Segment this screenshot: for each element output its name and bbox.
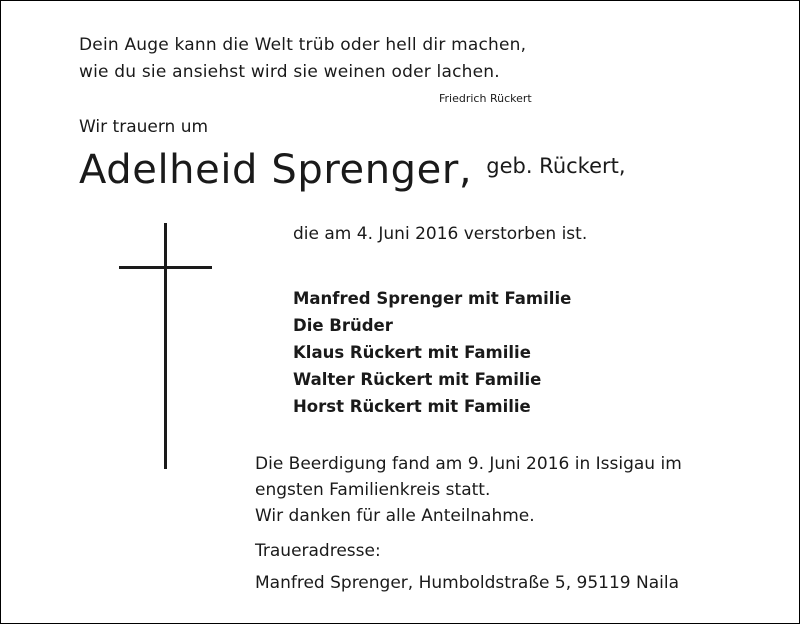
intro-text: Wir trauern um: [79, 117, 209, 137]
mourner-item: Klaus Rückert mit Familie: [293, 343, 531, 362]
deceased-name: Adelheid Sprenger,: [79, 147, 473, 193]
funeral-line-2: engsten Familienkreis statt.: [255, 480, 491, 500]
cross-icon-bar: [119, 266, 212, 269]
mourner-item: Walter Rückert mit Familie: [293, 370, 542, 389]
address-value: Manfred Sprenger, Humboldstraße 5, 95119 Naila: [255, 573, 680, 593]
mourner-item: Manfred Sprenger mit Familie: [293, 289, 572, 308]
quote-line-1: Dein Auge kann die Welt trüb oder hell dir machen,: [79, 35, 527, 55]
death-notice: die am 4. Juni 2016 verstorben ist.: [293, 224, 588, 244]
quote-author: Friedrich Rückert: [439, 92, 532, 105]
funeral-line-1: Die Beerdigung fand am 9. Juni 2016 in Issigau im: [255, 454, 682, 474]
mourner-item: Horst Rückert mit Familie: [293, 397, 531, 416]
deceased-name-row: [79, 147, 626, 193]
cross-icon: [164, 223, 167, 469]
funeral-info: [255, 451, 682, 529]
quote-line-2: wie du sie ansiehst wird sie weinen oder lachen.: [79, 62, 500, 82]
mourners-list: [293, 285, 571, 420]
birth-name: geb. Rückert,: [486, 154, 626, 178]
mourner-item: Die Brüder: [293, 316, 393, 335]
funeral-line-3: Wir danken für alle Anteilnahme.: [255, 506, 535, 526]
address-label: Traueradresse:: [255, 541, 381, 561]
